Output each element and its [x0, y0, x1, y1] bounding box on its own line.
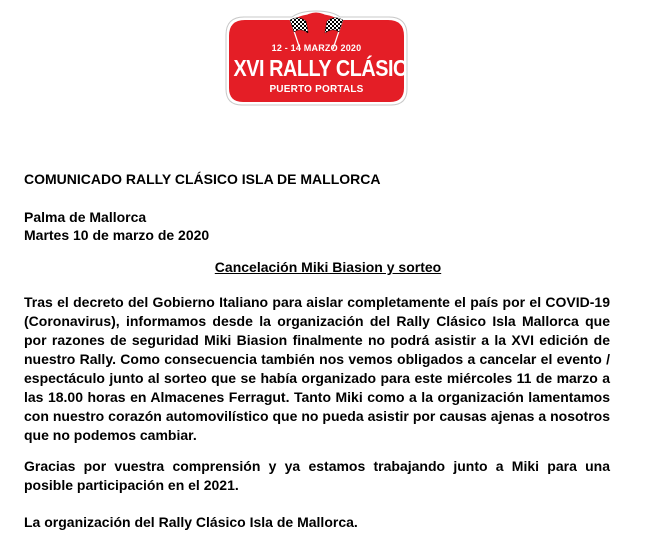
rally-venue: PUERTO PORTALS	[269, 84, 364, 95]
rally-logo-plate	[220, 9, 422, 107]
document-date: Martes 10 de marzo de 2020	[24, 227, 210, 243]
paragraph-thanks: Gracias por vuestra comprensión y ya estamos trabajando junto a Miki para una posible participación en el 2021.	[24, 458, 610, 493]
rally-dates: 12 - 14 MARZO 2020	[271, 43, 362, 53]
document-signature: La organización del Rally Clásico Isla de Mallorca.	[24, 514, 358, 530]
document-subject: Cancelación Miki Biasion y sorteo	[214, 259, 442, 275]
paragraph-announcement: Tras el decreto del Gobierno Italiano para aislar completamente el país por el COVID-19 (Coronavirus), informamos desde la organización del Rally Clásico Isla Mallorca que por razones de seguridad Miki Biasion finalmente no podrá asistir a la XVI edición de nuestro Rally. Como consecuencia también nos vemos obligados a cancelar el evento / espectáculo junto al sorteo que se había organizado para este miércoles 11 de marzo a las 18.00 horas en Almacenes Ferragut. Tanto Miki como a la organización lamentamos con nuestro corazón automovilístico que no pueda asistir por causas ajenas a nosotros que no podemos cambiar.	[24, 294, 610, 443]
document-location: Palma de Mallorca	[24, 209, 147, 225]
document-header: COMUNICADO RALLY CLÁSICO ISLA DE MALLORCA	[24, 171, 381, 187]
rally-title: XVI RALLY CLÁSICO	[233, 55, 422, 81]
